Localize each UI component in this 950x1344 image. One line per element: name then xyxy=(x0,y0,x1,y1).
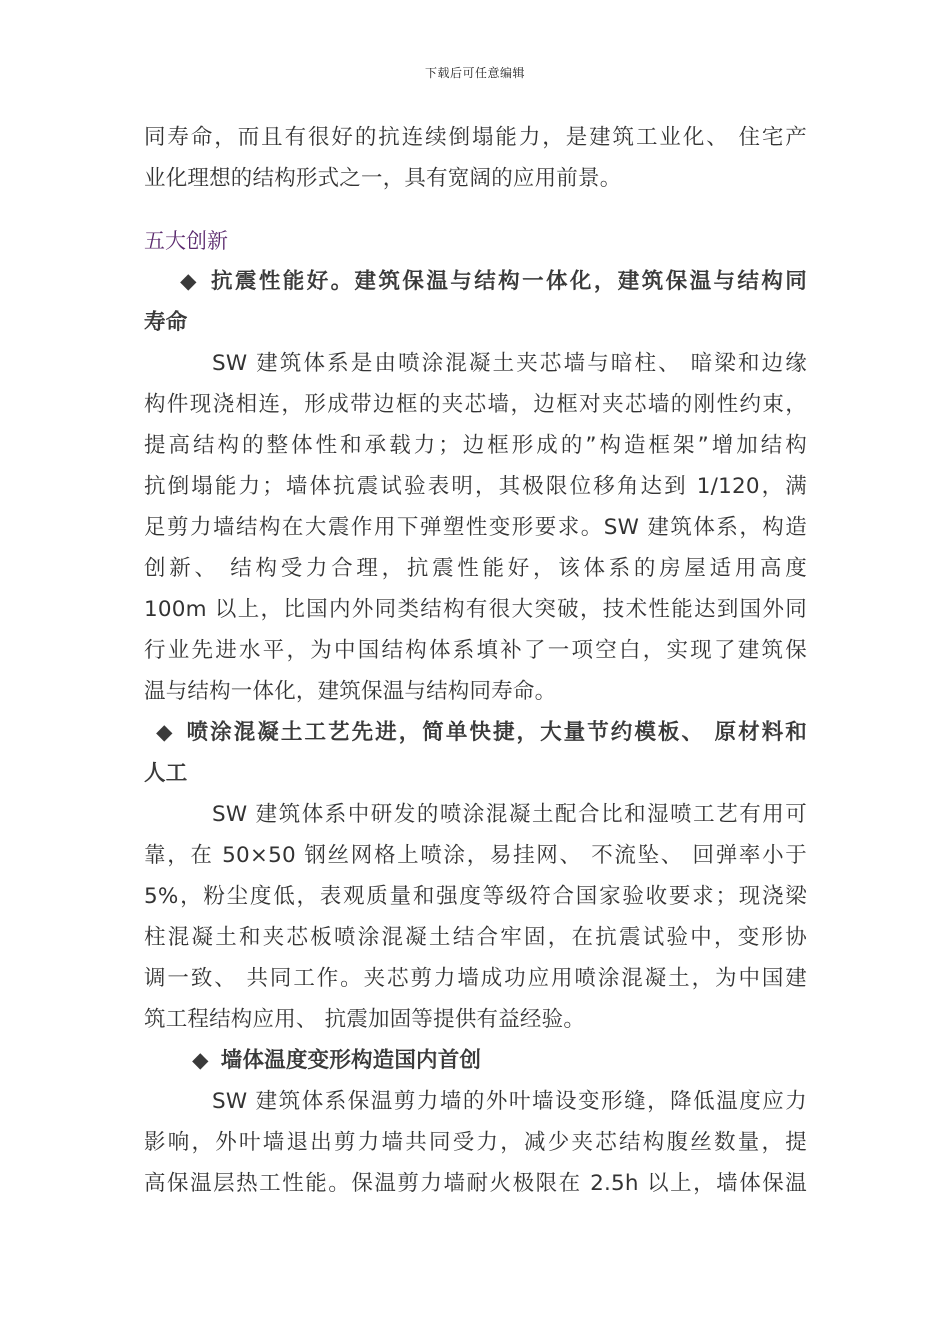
body-line: 创新、 结构受力合理，抗震性能好，该体系的房屋适用高度 xyxy=(144,556,807,581)
item-heading-cont: 人工 xyxy=(144,761,188,786)
document-body xyxy=(144,117,807,1204)
body-line: 构件现浇相连，形成带边框的夹芯墙，边框对夹芯墙的刚性约束， xyxy=(144,392,807,417)
body-line: 柱混凝土和夹芯板喷涂混凝土结合牢固，在抗震试验中，变形协 xyxy=(144,925,807,950)
innovation-item-2 xyxy=(144,712,807,1040)
section-title: 五大创新 xyxy=(144,229,228,253)
body-line: 影响，外叶墙退出剪力墙共同受力，减少夹芯结构腹丝数量，提 xyxy=(144,1130,807,1155)
body-line: SW 建筑体系是由喷涂混凝土夹芯墙与暗柱、 暗梁和边缘 xyxy=(212,351,807,376)
body-line: 5%，粉尘度低，表观质量和强度等级符合国家验收要求；现浇梁 xyxy=(144,884,807,909)
item-heading-text: 抗震性能好。建筑保温与结构一体化，建筑保温与结构同 xyxy=(208,269,807,294)
body-line: 温与结构一体化，建筑保温与结构同寿命。 xyxy=(144,679,557,704)
body-line: 100m 以上，比国内外同类结构有很大突破，技术性能达到国外同 xyxy=(144,597,807,622)
page-header: 下载后可任意编辑 xyxy=(424,66,525,80)
item-heading xyxy=(144,712,807,753)
innovation-item-3 xyxy=(144,1040,807,1204)
innovation-item-1 xyxy=(144,261,807,712)
body-line: 行业先进水平，为中国结构体系填补了一项空白，实现了建筑保 xyxy=(144,638,807,663)
body-line: SW 建筑体系中研发的喷涂混凝土配合比和湿喷工艺有用可 xyxy=(212,802,807,827)
body-line: 足剪力墙结构在大震作用下弹塑性变形要求。SW 建筑体系，构造 xyxy=(144,515,807,540)
item-heading-cont: 寿命 xyxy=(144,310,188,335)
body-line: 调一致、 共同工作。夹芯剪力墙成功应用喷涂混凝土，为中国建 xyxy=(144,966,807,991)
intro-line: 同寿命，而且有很好的抗连续倒塌能力，是建筑工业化、 住宅产 xyxy=(144,125,807,150)
item-heading xyxy=(144,1040,807,1081)
diamond-bullet-icon: ◆ xyxy=(180,269,197,294)
intro-paragraph xyxy=(144,117,807,199)
body-line: 提高结构的整体性和承载力；边框形成的”构造框架”增加结构 xyxy=(144,433,807,458)
item-heading xyxy=(144,261,807,302)
body-line: 靠，在 50×50 钢丝网格上喷涂，易挂网、 不流坠、 回弹率小于 xyxy=(144,843,807,868)
item-heading-text: 喷涂混凝土工艺先进，简单快捷，大量节约模板、 原材料和 xyxy=(184,720,807,745)
diamond-bullet-icon: ◆ xyxy=(156,720,173,745)
item-heading-text: 墙体温度变形构造国内首创 xyxy=(220,1048,482,1073)
diamond-bullet-icon: ◆ xyxy=(192,1048,209,1073)
body-line: 筑工程结构应用、 抗震加固等提供有益经验。 xyxy=(144,1007,586,1032)
body-line: SW 建筑体系保温剪力墙的外叶墙设变形缝，降低温度应力 xyxy=(212,1089,807,1114)
body-line: 高保温层热工性能。保温剪力墙耐火极限在 2.5h 以上，墙体保温 xyxy=(144,1171,807,1196)
intro-line: 业化理想的结构形式之一，具有宽阔的应用前景。 xyxy=(144,166,622,191)
body-line: 抗倒塌能力；墙体抗震试验表明，其极限位移角达到 1/120，满 xyxy=(144,474,807,499)
